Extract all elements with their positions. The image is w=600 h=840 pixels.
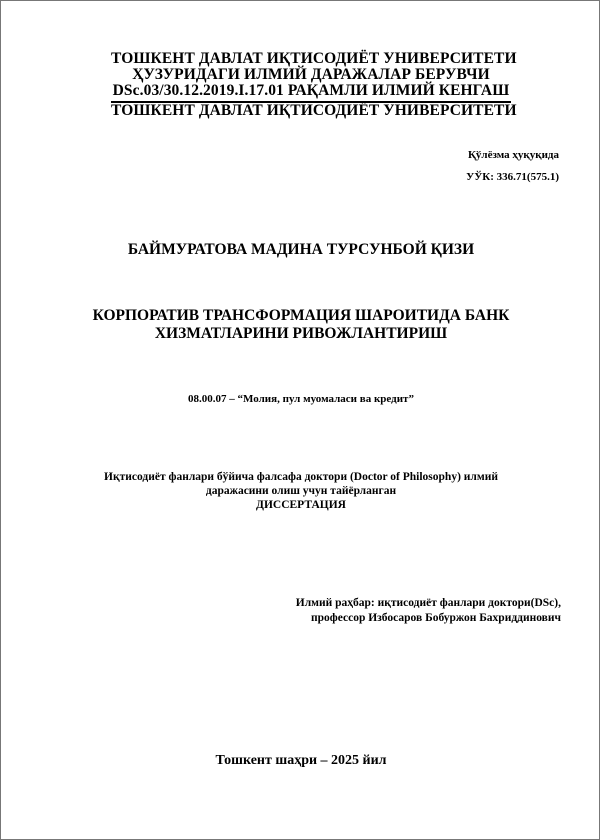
header-line-3: DSc.03/30.12.2019.I.17.01 РАҚАМЛИ ИЛМИЙ КЕНГАШ (112, 82, 510, 99)
purpose-line-1: Иқтисодиёт фанлари бўйича фалсафа доктори (Doctor of Philosophy) илмий (104, 471, 498, 483)
city-year: Тошкент шаҳри – 2025 йил (215, 753, 387, 768)
advisor-line-1: Илмий раҳбар: иқтисодиёт фанлари доктори(DSc), (295, 597, 561, 609)
title-line-1: КОРПОРАТИВ ТРАНСФОРМАЦИЯ ШАРОИТИДА БАНК (92, 307, 510, 324)
header-line-1: ТОШКЕНТ ДАВЛАТ ИҚТИСОДИЁТ УНИВЕРСИТЕТИ (111, 50, 517, 67)
header-line-4: ТОШКЕНТ ДАВЛАТ ИҚТИСОДИЁТ УНИВЕРСИТЕТИ (111, 102, 517, 119)
document-type: ДИССЕРТАЦИЯ (256, 499, 346, 511)
purpose-line-2: даражасини олиш учун тайёрланган (205, 485, 397, 497)
udk-code: УЎК: 336.71(575.1) (466, 171, 559, 183)
specialty-code: 08.00.07 – “Молия, пул муомаласи ва кредит” (188, 393, 414, 405)
title-line-2: ХИЗМАТЛАРИНИ РИВОЖЛАНТИРИШ (154, 325, 448, 342)
header-line-2: ҲУЗУРИДАГИ ИЛМИЙ ДАРАЖАЛАР БЕРУВЧИ (132, 66, 490, 83)
manuscript-rights: Қўлёзма ҳуқуқида (467, 149, 559, 161)
author-name: БАЙМУРАТОВА МАДИНА ТУРСУНБОЙ ҚИЗИ (127, 241, 475, 258)
advisor-line-2: профессор Избосаров Бобуржон Бахриддинович (311, 612, 561, 624)
